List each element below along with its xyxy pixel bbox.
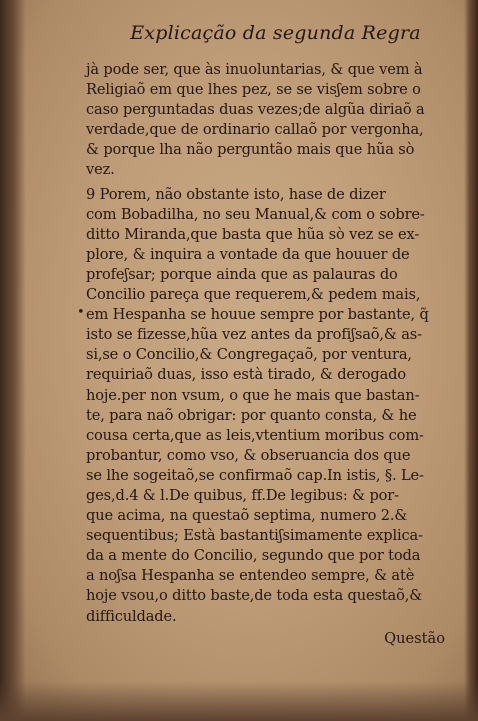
text-line: si,se o Concilio,& Congregaçaõ, por ventura,: [86, 346, 412, 364]
text-line: & porque lha não perguntão mais que hũa sò: [86, 141, 415, 159]
text-line: requiriaõ duas, isso està tirado, & derogado: [86, 366, 406, 384]
running-head: Explicação da segunda Regra: [130, 22, 421, 44]
margin-mark: •: [77, 305, 85, 320]
text-line: Religiaõ em que lhes pez, se se visʃem sobre o: [86, 81, 421, 99]
text-line: ditto Miranda,que basta que hũa sò vez se ex-: [86, 225, 420, 243]
text-line: que acima, na questaõ septima, numero 2.&: [86, 507, 408, 525]
text-line: ges,d.4 & l.De quibus, ff.De legibus: & por-: [86, 486, 399, 504]
book-gutter-shadow: [0, 0, 26, 721]
text-line: se lhe sogeitaõ,se confirmaõ cap.In istis, §. Le-: [86, 466, 424, 484]
body-text: [86, 60, 451, 627]
text-line: sequentibus; Està bastantiʃsimamente explica-: [86, 527, 423, 545]
text-line: profeʃsar; porque ainda que as palauras do: [86, 265, 398, 283]
text-line: jà pode ser, que às inuoluntarias, & que vem à: [86, 61, 423, 78]
text-line: caso perguntadas duas vezes;de algũa diriaõ a: [86, 101, 425, 119]
text-line: probantur, como vso, & obseruancia dos que: [86, 446, 411, 464]
text-line: Concilio pareça que requerem,& pedem mais,: [86, 286, 421, 304]
bottom-edge-shadow: [0, 681, 478, 721]
text-line: com Bobadilha, no seu Manual,& com o sobre-: [86, 205, 425, 223]
text-line: a noʃsa Hespanha se entendeo sempre, & atè: [86, 567, 415, 585]
page-edge-shadow: [464, 0, 478, 721]
text-line: plore, & inquira a vontade da que houuer de: [86, 245, 410, 263]
text-line: verdade,que de ordinario callaõ por vergonha,: [86, 121, 424, 139]
text-line: isto se fizesse,hũa vez antes da profiʃsaõ,& as-: [86, 326, 422, 344]
page-content: [86, 20, 451, 649]
text-line: da a mente do Concilio, segundo que por toda: [86, 547, 421, 565]
text-line: te, para naõ obrigar: por quanto consta, & he: [86, 406, 417, 424]
text-line: hoje.per non vsum, o que he mais que bastan-: [86, 386, 420, 404]
text-line: vez.: [86, 161, 115, 179]
text-line: 9 Porem, não obstante isto, hase de dizer: [86, 185, 386, 203]
catchword: Questão: [384, 629, 445, 647]
text-line: difficuldade.: [86, 607, 177, 625]
text-line: cousa certa,que as leis,vtentium moribus com-: [86, 426, 424, 444]
text-line: hoje vsou,o ditto baste,de toda esta questaõ,&: [86, 587, 423, 605]
text-line: em Hespanha se houue sempre por bastante, q̃: [86, 306, 429, 324]
